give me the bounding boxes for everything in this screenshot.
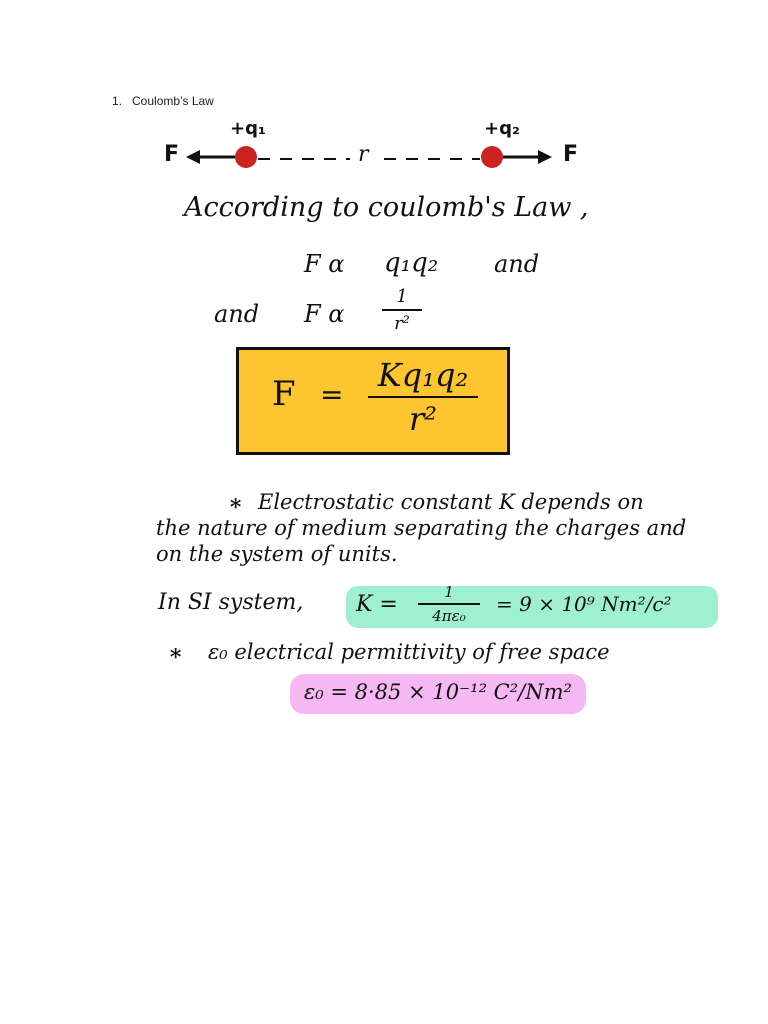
proportional-one-lhs: F α bbox=[304, 250, 345, 278]
charge-one-label: +q₁ bbox=[230, 118, 266, 139]
epsilon-value: ε₀ = 8·85 × 10⁻¹² C²/Nm² bbox=[304, 680, 572, 704]
formula-denominator: r² bbox=[408, 400, 438, 438]
force-right-label: F bbox=[563, 142, 579, 167]
according-line: According to coulomb's Law , bbox=[184, 192, 589, 223]
charge-one-dot bbox=[235, 146, 257, 168]
formula-equals: = bbox=[320, 378, 344, 411]
si-fraction-numerator: 1 bbox=[444, 583, 454, 601]
si-value: = 9 × 10⁹ Nm²/c² bbox=[496, 592, 672, 616]
proportional-two-lhs: F α bbox=[304, 300, 345, 328]
formula-lhs: F bbox=[272, 374, 296, 414]
proportional-one-and: and bbox=[494, 250, 540, 278]
si-fraction bbox=[418, 583, 480, 625]
note-two-text: ε₀ electrical permittivity of free space bbox=[208, 640, 610, 664]
proportional-one-rhs: q₁q₂ bbox=[384, 248, 439, 278]
proportional-two-and: and bbox=[214, 300, 260, 328]
inverse-square-fraction bbox=[382, 286, 422, 334]
charge-two-dot bbox=[481, 146, 503, 168]
si-fraction-bar bbox=[418, 603, 480, 605]
heading-number: 1. bbox=[112, 94, 123, 108]
si-k-label: K = bbox=[356, 592, 398, 617]
note-two-bullet: ∗ bbox=[168, 640, 184, 666]
si-fraction-denominator: 4πε₀ bbox=[432, 607, 466, 625]
note-one-line-two: the nature of medium separating the charges and bbox=[156, 516, 687, 540]
force-left-label: F bbox=[164, 142, 180, 167]
fraction-bar bbox=[382, 309, 422, 311]
note-one-bullet: ∗ bbox=[228, 490, 244, 516]
heading-title: Coulomb’s Law bbox=[132, 94, 214, 108]
fraction-numerator: 1 bbox=[396, 286, 408, 307]
note-one-line-three: on the system of units. bbox=[156, 542, 398, 566]
fraction-denominator: r² bbox=[394, 313, 410, 334]
formula-bar bbox=[368, 396, 478, 398]
note-one-line-one: Electrostatic constant K depends on bbox=[258, 490, 644, 514]
right-arrowhead-icon bbox=[538, 150, 552, 164]
charge-two-label: +q₂ bbox=[484, 118, 520, 139]
distance-label: r bbox=[358, 142, 369, 167]
formula-fraction bbox=[368, 356, 478, 438]
left-arrowhead-icon bbox=[186, 150, 200, 164]
si-prefix: In SI system, bbox=[158, 590, 304, 615]
formula-numerator: Kq₁q₂ bbox=[377, 356, 469, 394]
